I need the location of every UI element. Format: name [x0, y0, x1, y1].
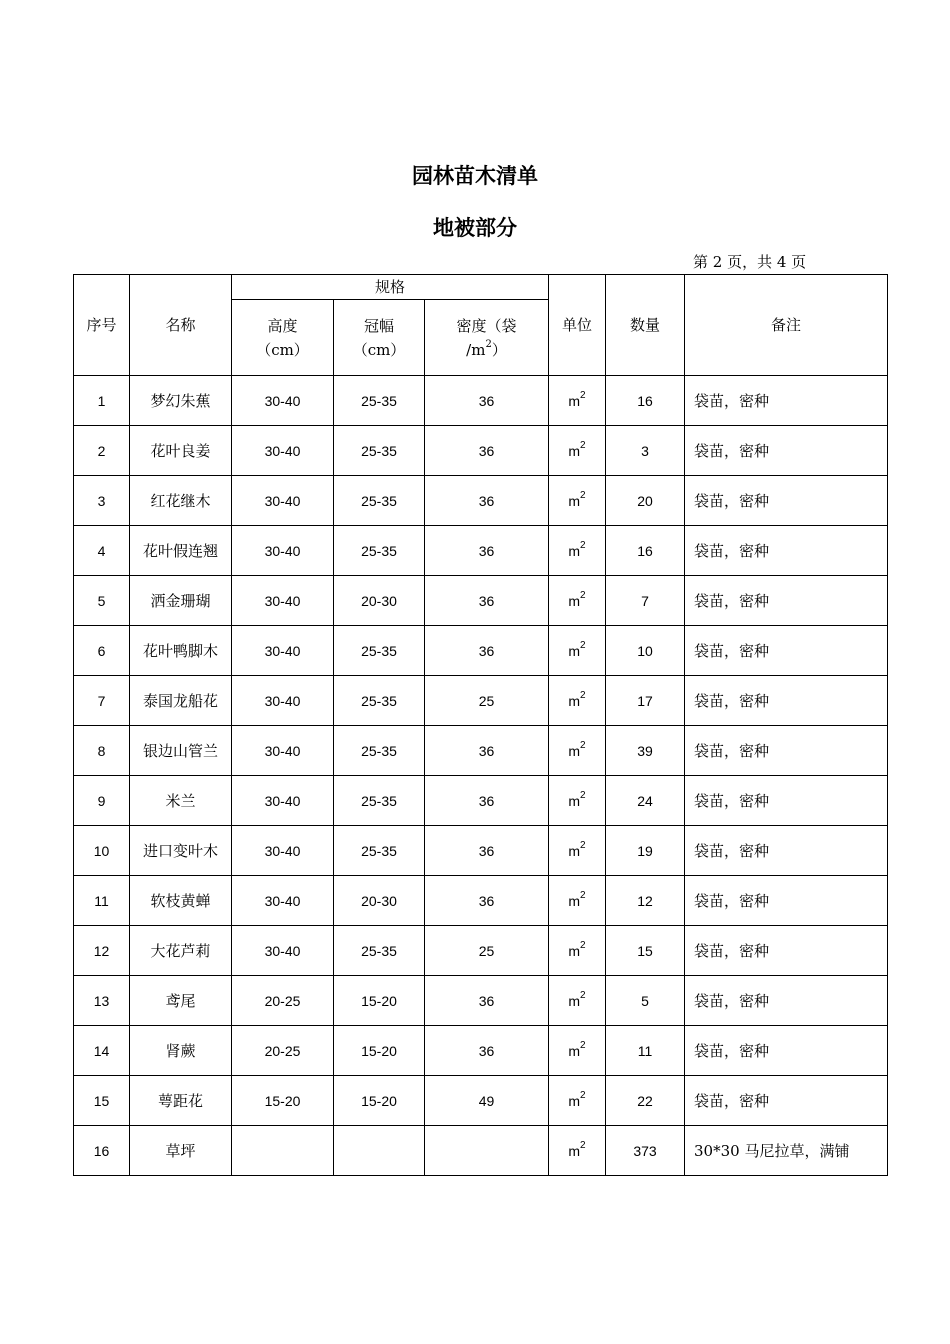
cell-density: 36 [425, 476, 549, 526]
cell-density: 25 [425, 926, 549, 976]
page-indicator: 第 2 页，共 4 页 [693, 253, 807, 271]
cell-crown: 25-35 [334, 726, 425, 776]
cell-index: 13 [74, 976, 130, 1026]
cell-density: 36 [425, 826, 549, 876]
cell-unit: $m^2$ [549, 876, 606, 926]
cell-crown: 20-30 [334, 576, 425, 626]
cell-unit: $m^2$ [549, 776, 606, 826]
header-remark: 备注 [685, 275, 888, 376]
cell-crown: 25-35 [334, 376, 425, 426]
cell-index: 11 [74, 876, 130, 926]
cell-index: 12 [74, 926, 130, 976]
table-row [74, 976, 888, 1026]
cell-density: 36 [425, 376, 549, 426]
cell-crown: 25-35 [334, 826, 425, 876]
cell-remark: 袋苗，密种 [685, 1026, 888, 1076]
cell-height: 20-25 [232, 1026, 334, 1076]
plant-list-table [73, 274, 888, 1176]
table-row [74, 826, 888, 876]
header-quantity: 数量 [606, 275, 685, 376]
cell-index: 6 [74, 626, 130, 676]
cell-name: 进口变叶木 [130, 826, 232, 876]
header-spec: 规格 [232, 275, 549, 300]
cell-quantity: 20 [606, 476, 685, 526]
cell-crown: 25-35 [334, 526, 425, 576]
cell-name: 萼距花 [130, 1076, 232, 1126]
cell-height [232, 1126, 334, 1176]
cell-crown: 25-35 [334, 676, 425, 726]
cell-quantity: 19 [606, 826, 685, 876]
cell-crown: 15-20 [334, 1076, 425, 1126]
cell-index: 9 [74, 776, 130, 826]
cell-unit: $m^2$ [549, 476, 606, 526]
cell-name: 鸢尾 [130, 976, 232, 1026]
cell-height: 30-40 [232, 526, 334, 576]
document-title: 园林苗木清单 [412, 164, 538, 188]
cell-quantity: 12 [606, 876, 685, 926]
cell-index: 3 [74, 476, 130, 526]
cell-remark: 袋苗，密种 [685, 526, 888, 576]
cell-unit: $m^2$ [549, 376, 606, 426]
table-row [74, 876, 888, 926]
cell-name: 红花继木 [130, 476, 232, 526]
table-row [74, 426, 888, 476]
cell-unit: $m^2$ [549, 1026, 606, 1076]
cell-height: 30-40 [232, 676, 334, 726]
cell-quantity: 11 [606, 1026, 685, 1076]
header-index: 序号 [74, 275, 130, 376]
header-crown: 冠幅 （cm） [334, 300, 425, 376]
cell-quantity: 3 [606, 426, 685, 476]
cell-index: 14 [74, 1026, 130, 1076]
cell-density: 36 [425, 876, 549, 926]
cell-name: 花叶良姜 [130, 426, 232, 476]
cell-name: 肾蕨 [130, 1026, 232, 1076]
cell-name: 花叶鸭脚木 [130, 626, 232, 676]
cell-remark: 袋苗，密种 [685, 426, 888, 476]
cell-height: 30-40 [232, 876, 334, 926]
cell-density [425, 1126, 549, 1176]
cell-quantity: 17 [606, 676, 685, 726]
table-row [74, 526, 888, 576]
cell-name: 花叶假连翘 [130, 526, 232, 576]
cell-density: 36 [425, 526, 549, 576]
cell-quantity: 16 [606, 526, 685, 576]
cell-crown: 20-30 [334, 876, 425, 926]
table-row [74, 476, 888, 526]
cell-index: 16 [74, 1126, 130, 1176]
table-row [74, 576, 888, 626]
header-density: 密度（袋 $/m^2$） [425, 300, 549, 376]
table-row [74, 376, 888, 426]
cell-index: 7 [74, 676, 130, 726]
cell-remark: 袋苗，密种 [685, 976, 888, 1026]
table-row [74, 776, 888, 826]
cell-remark: 袋苗，密种 [685, 476, 888, 526]
cell-remark: 袋苗，密种 [685, 1076, 888, 1126]
cell-height: 30-40 [232, 426, 334, 476]
cell-remark: 袋苗，密种 [685, 626, 888, 676]
cell-index: 1 [74, 376, 130, 426]
cell-remark: 袋苗，密种 [685, 676, 888, 726]
cell-name: 软枝黄蝉 [130, 876, 232, 926]
cell-height: 30-40 [232, 376, 334, 426]
cell-crown: 15-20 [334, 1026, 425, 1076]
cell-name: 银边山管兰 [130, 726, 232, 776]
cell-remark: 袋苗，密种 [685, 576, 888, 626]
cell-remark: 袋苗，密种 [685, 376, 888, 426]
cell-quantity: 22 [606, 1076, 685, 1126]
cell-unit: $m^2$ [549, 1126, 606, 1176]
cell-density: 25 [425, 676, 549, 726]
cell-name: 梦幻朱蕉 [130, 376, 232, 426]
cell-height: 30-40 [232, 476, 334, 526]
cell-unit: $m^2$ [549, 576, 606, 626]
table-row [74, 1126, 888, 1176]
cell-remark: 袋苗，密种 [685, 776, 888, 826]
table-row [74, 926, 888, 976]
cell-height: 20-25 [232, 976, 334, 1026]
cell-density: 36 [425, 776, 549, 826]
table-row [74, 726, 888, 776]
cell-remark: 袋苗，密种 [685, 926, 888, 976]
cell-quantity: 16 [606, 376, 685, 426]
cell-crown: 15-20 [334, 976, 425, 1026]
cell-index: 10 [74, 826, 130, 876]
cell-unit: $m^2$ [549, 926, 606, 976]
cell-height: 15-20 [232, 1076, 334, 1126]
cell-remark: 30*30 马尼拉草，满铺 [685, 1126, 888, 1176]
cell-density: 49 [425, 1076, 549, 1126]
cell-remark: 袋苗，密种 [685, 826, 888, 876]
cell-crown: 25-35 [334, 776, 425, 826]
cell-name: 米兰 [130, 776, 232, 826]
header-name: 名称 [130, 275, 232, 376]
cell-unit: $m^2$ [549, 526, 606, 576]
cell-index: 4 [74, 526, 130, 576]
cell-density: 36 [425, 726, 549, 776]
cell-height: 30-40 [232, 576, 334, 626]
table-row [74, 676, 888, 726]
cell-name: 草坪 [130, 1126, 232, 1176]
table-row [74, 626, 888, 676]
cell-unit: $m^2$ [549, 426, 606, 476]
cell-remark: 袋苗，密种 [685, 876, 888, 926]
cell-index: 2 [74, 426, 130, 476]
cell-crown [334, 1126, 425, 1176]
cell-remark: 袋苗，密种 [685, 726, 888, 776]
cell-quantity: 10 [606, 626, 685, 676]
cell-crown: 25-35 [334, 926, 425, 976]
cell-quantity: 15 [606, 926, 685, 976]
cell-crown: 25-35 [334, 476, 425, 526]
cell-height: 30-40 [232, 726, 334, 776]
cell-unit: $m^2$ [549, 826, 606, 876]
cell-index: 8 [74, 726, 130, 776]
cell-unit: $m^2$ [549, 976, 606, 1026]
cell-density: 36 [425, 576, 549, 626]
cell-unit: $m^2$ [549, 626, 606, 676]
cell-name: 泰国龙船花 [130, 676, 232, 726]
cell-density: 36 [425, 976, 549, 1026]
cell-height: 30-40 [232, 776, 334, 826]
cell-name: 大花芦莉 [130, 926, 232, 976]
cell-crown: 25-35 [334, 426, 425, 476]
cell-density: 36 [425, 1026, 549, 1076]
cell-density: 36 [425, 426, 549, 476]
cell-quantity: 5 [606, 976, 685, 1026]
cell-unit: $m^2$ [549, 726, 606, 776]
cell-quantity: 7 [606, 576, 685, 626]
cell-name: 洒金珊瑚 [130, 576, 232, 626]
header-unit: 单位 [549, 275, 606, 376]
section-subtitle: 地被部分 [433, 216, 517, 240]
cell-index: 5 [74, 576, 130, 626]
cell-crown: 25-35 [334, 626, 425, 676]
cell-height: 30-40 [232, 826, 334, 876]
cell-density: 36 [425, 626, 549, 676]
cell-quantity: 39 [606, 726, 685, 776]
cell-quantity: 373 [606, 1126, 685, 1176]
table-row [74, 1026, 888, 1076]
cell-quantity: 24 [606, 776, 685, 826]
cell-index: 15 [74, 1076, 130, 1126]
cell-height: 30-40 [232, 626, 334, 676]
cell-unit: $m^2$ [549, 1076, 606, 1126]
cell-unit: $m^2$ [549, 676, 606, 726]
header-height: 高度 （cm） [232, 300, 334, 376]
table-row [74, 1076, 888, 1126]
cell-height: 30-40 [232, 926, 334, 976]
